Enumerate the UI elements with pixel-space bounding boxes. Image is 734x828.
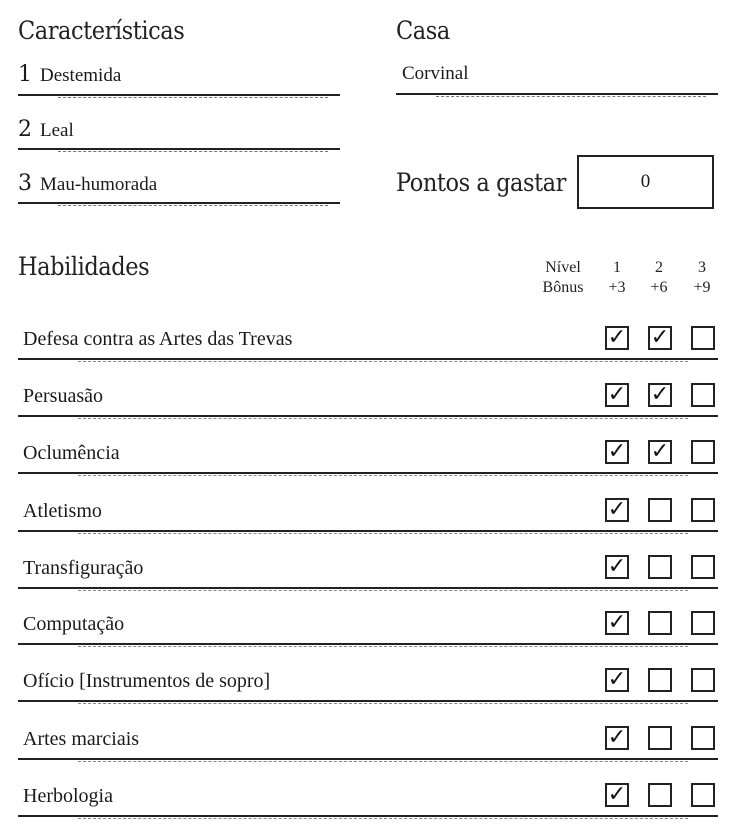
skill-row	[18, 720, 718, 760]
bonus-label: Bônus	[542, 279, 584, 296]
skill-name: Artes marciais	[23, 728, 140, 750]
skill-name: Herbologia	[23, 785, 113, 807]
trait-number: 1	[18, 62, 32, 87]
skill-row	[18, 434, 718, 474]
skill-row	[18, 777, 718, 817]
skill-name: Ofício [Instrumentos de sopro]	[23, 670, 271, 692]
skill-name: Persuasão	[23, 385, 103, 407]
skill-underline	[18, 587, 718, 589]
skill-row	[18, 377, 718, 417]
skill-level-1-checkbox[interactable]	[605, 726, 629, 750]
skill-underline	[18, 700, 718, 702]
trait-1-underline	[18, 94, 340, 96]
skill-underline	[18, 758, 718, 760]
skill-level-3-checkbox[interactable]	[691, 326, 715, 350]
skill-level-3-checkbox[interactable]	[691, 668, 715, 692]
checkmark-icon: ✓	[607, 610, 627, 635]
checkmark-icon: ✓	[607, 725, 627, 750]
points-value: 0	[640, 171, 651, 192]
skill-level-3-checkbox[interactable]	[691, 498, 715, 522]
skill-underline	[18, 815, 718, 817]
skill-row	[18, 605, 718, 645]
points-label: Pontos a gastar	[396, 168, 566, 197]
checkmark-icon: ✓	[650, 439, 670, 464]
skill-level-2-checkbox[interactable]	[648, 668, 672, 692]
trait-3[interactable]	[18, 171, 157, 196]
skill-underline	[18, 358, 718, 360]
skill-level-1-checkbox[interactable]	[605, 555, 629, 579]
trait-2-underline	[18, 148, 340, 150]
skill-underline	[18, 472, 718, 474]
level-column-1	[602, 258, 632, 298]
skill-name: Defesa contra as Artes das Trevas	[23, 328, 293, 350]
level-bonus: +3	[608, 279, 626, 296]
level-column-2	[644, 258, 674, 298]
checkmark-icon: ✓	[607, 554, 627, 579]
level-column-3	[687, 258, 717, 298]
skill-row	[18, 492, 718, 532]
trait-2[interactable]	[18, 117, 74, 142]
level-number: 2	[655, 259, 663, 276]
skill-level-3-checkbox[interactable]	[691, 611, 715, 635]
level-number: 3	[698, 259, 706, 276]
skill-level-1-checkbox[interactable]	[605, 383, 629, 407]
skills-heading: Habilidades	[18, 252, 150, 281]
skill-level-1-checkbox[interactable]	[605, 668, 629, 692]
skill-level-3-checkbox[interactable]	[691, 383, 715, 407]
trait-3-underline	[18, 202, 340, 204]
trait-text: Mau-humorada	[40, 174, 158, 195]
house-heading: Casa	[396, 16, 450, 45]
trait-number: 3	[18, 171, 32, 196]
skill-level-2-checkbox[interactable]	[648, 383, 672, 407]
skill-level-3-checkbox[interactable]	[691, 440, 715, 464]
checkmark-icon: ✓	[650, 382, 670, 407]
level-bonus: +6	[650, 279, 668, 296]
trait-number: 2	[18, 117, 32, 142]
skill-row	[18, 320, 718, 360]
skill-level-3-checkbox[interactable]	[691, 555, 715, 579]
trait-text: Leal	[40, 120, 74, 141]
skill-level-1-checkbox[interactable]	[605, 611, 629, 635]
checkmark-icon: ✓	[607, 325, 627, 350]
skill-level-3-checkbox[interactable]	[691, 783, 715, 807]
skill-level-2-checkbox[interactable]	[648, 783, 672, 807]
trait-text: Destemida	[40, 65, 122, 86]
skill-level-2-checkbox[interactable]	[648, 555, 672, 579]
skill-row	[18, 549, 718, 589]
skill-level-1-checkbox[interactable]	[605, 783, 629, 807]
skill-level-2-checkbox[interactable]	[648, 498, 672, 522]
level-number: 1	[613, 259, 621, 276]
skill-level-2-checkbox[interactable]	[648, 440, 672, 464]
checkmark-icon: ✓	[607, 667, 627, 692]
trait-1[interactable]	[18, 62, 121, 87]
skill-level-2-checkbox[interactable]	[648, 611, 672, 635]
level-label: Nível	[545, 259, 581, 276]
skill-level-3-checkbox[interactable]	[691, 726, 715, 750]
skill-underline	[18, 643, 718, 645]
skill-level-1-checkbox[interactable]	[605, 326, 629, 350]
house-underline	[396, 93, 718, 95]
skill-row	[18, 662, 718, 702]
skill-level-2-checkbox[interactable]	[648, 726, 672, 750]
skill-level-2-checkbox[interactable]	[648, 326, 672, 350]
points-box[interactable]	[577, 155, 714, 209]
checkmark-icon: ✓	[607, 439, 627, 464]
skill-level-1-checkbox[interactable]	[605, 498, 629, 522]
checkmark-icon: ✓	[650, 325, 670, 350]
checkmark-icon: ✓	[607, 497, 627, 522]
level-bonus: +9	[693, 279, 711, 296]
skill-name: Oclumência	[23, 442, 120, 464]
house-value[interactable]: Corvinal	[402, 63, 469, 84]
skill-name: Computação	[23, 613, 125, 635]
skill-name: Atletismo	[23, 500, 102, 522]
skill-underline	[18, 530, 718, 532]
checkmark-icon: ✓	[607, 382, 627, 407]
checkmark-icon: ✓	[607, 782, 627, 807]
skill-level-1-checkbox[interactable]	[605, 440, 629, 464]
traits-heading: Características	[18, 16, 185, 45]
level-bonus-labels	[536, 258, 590, 298]
skill-name: Transfiguração	[23, 557, 144, 579]
skill-underline	[18, 415, 718, 417]
